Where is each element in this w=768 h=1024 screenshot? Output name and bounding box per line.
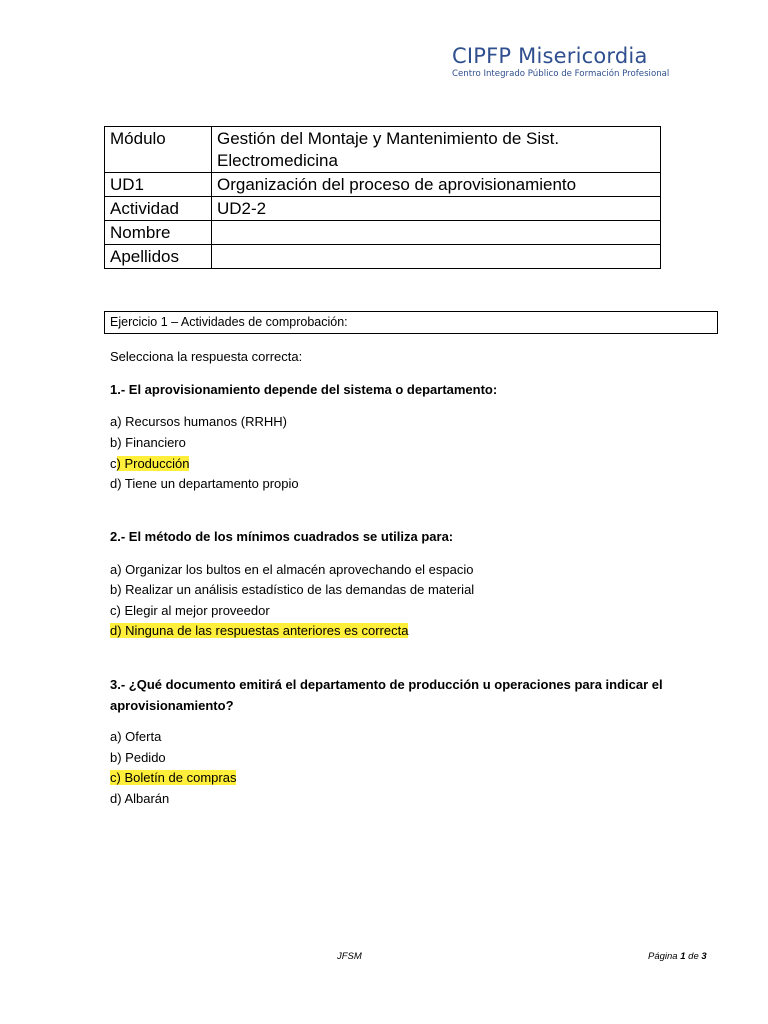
- option-2c: c) Elegir al mejor proveedor: [110, 603, 270, 618]
- option-3a: a) Oferta: [110, 729, 162, 744]
- table-row: [105, 173, 661, 197]
- table-row: [105, 197, 661, 221]
- table-cell-label: Módulo: [105, 127, 212, 173]
- page-word: Página: [648, 951, 678, 962]
- option-2d: [110, 622, 408, 639]
- exercise-title: Ejercicio 1 – Actividades de comprobación:: [104, 311, 718, 334]
- table-row: [105, 245, 661, 269]
- option-3d: d) Albarán: [110, 791, 170, 806]
- table-cell-value: UD2-2: [212, 197, 661, 221]
- footer-author: JFSM: [337, 951, 362, 962]
- table-cell-label: Actividad: [105, 197, 212, 221]
- info-table: [104, 126, 661, 269]
- logo-subtitle: Centro Integrado Público de Formación Profesional: [452, 69, 670, 79]
- page-current: 1: [680, 951, 686, 962]
- table-row: [105, 221, 661, 245]
- option-2a: a) Organizar los bultos en el almacén aprovechando el espacio: [110, 562, 474, 577]
- table-cell-label: Nombre: [105, 221, 212, 245]
- table-cell-value: Organización del proceso de aprovisionamiento: [212, 173, 661, 197]
- option-2b: b) Realizar un análisis estadístico de las demandas de material: [110, 582, 475, 597]
- option-1c: [110, 455, 189, 472]
- table-row: [105, 127, 661, 173]
- table-cell-value: Gestión del Montaje y Mantenimiento de Sist. Electromedicina: [212, 127, 661, 173]
- question-2: 2.- El método de los mínimos cuadrados se utiliza para:: [110, 529, 454, 544]
- footer-page-number: [648, 951, 707, 962]
- option-1c-letter: c: [110, 456, 117, 471]
- option-1a: a) Recursos humanos (RRHH): [110, 414, 287, 429]
- page-of: de: [688, 951, 699, 962]
- question-1: 1.- El aprovisionamiento depende del sistema o departamento:: [110, 382, 498, 397]
- option-3b: b) Pedido: [110, 750, 166, 765]
- name-field[interactable]: [212, 221, 661, 245]
- option-3c: [110, 769, 236, 786]
- option-1d: d) Tiene un departamento propio: [110, 476, 299, 491]
- option-3c-highlighted: c) Boletín de compras: [110, 770, 237, 785]
- question-3: 3.- ¿Qué documento emitirá el departamento de producción u operaciones para indicar el aprovisionamiento?: [110, 677, 663, 713]
- option-2d-highlighted: d) Ninguna de las respuestas anteriores es correcta: [110, 623, 409, 638]
- logo-title: CIPFP Misericordia: [452, 44, 648, 68]
- surname-field[interactable]: [212, 245, 661, 269]
- table-cell-label: UD1: [105, 173, 212, 197]
- option-1b: b) Financiero: [110, 435, 186, 450]
- instruction-text: Selecciona la respuesta correcta:: [110, 349, 303, 364]
- option-1c-highlighted: ) Producción: [116, 456, 190, 471]
- page-total: 3: [701, 951, 707, 962]
- institution-logo: [452, 44, 722, 80]
- table-cell-label: Apellidos: [105, 245, 212, 269]
